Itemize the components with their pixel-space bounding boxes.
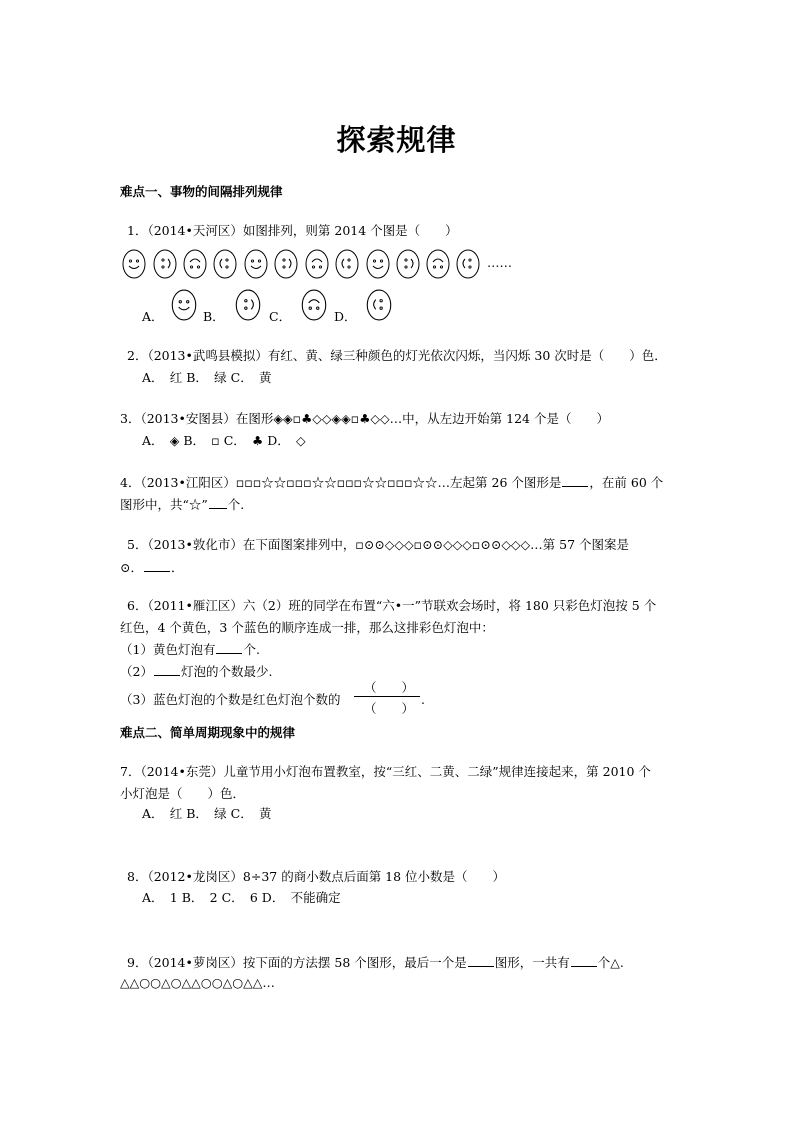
question-5-text-a: ⊙． [120, 560, 143, 575]
option-c-frown-face-icon [301, 289, 327, 321]
page-title: 探索规律 [336, 123, 457, 157]
question-6-line-2: 红色，4 个黄色，3 个蓝色的顺序连成一排，那么这排彩色灯泡中： [120, 620, 494, 635]
smile-face-icon [366, 249, 390, 279]
frown-face-icon [183, 249, 207, 279]
fraction-numerator[interactable]: （ ） [363, 680, 414, 695]
answer-blank[interactable] [468, 954, 494, 967]
question-4-text-a: 4．（2013•江阳区）▫▫▫☆☆▫▫▫☆☆▫▫▫☆☆▫▫▫☆☆…左起第 26 个图形是 [120, 475, 562, 490]
frown-face-icon [426, 249, 450, 279]
question-3-options: A． ◈ B． ▫ C． ♣ D． ◇ [142, 433, 306, 448]
option-c-label: C． [269, 309, 292, 324]
vertical-face-icon [335, 249, 359, 279]
question-6-sub-2 [120, 663, 272, 680]
answer-blank[interactable] [216, 641, 242, 654]
question-7-line-1: 7．（2014•东莞）儿童节用小灯泡布置教室，按“三红、二黄、二绿”规律连接起来，第 2010 个 [120, 764, 651, 779]
section-heading-1: 难点一、事物的间隔排列规律 [120, 184, 283, 199]
question-9-text-b: 图形，一共有 [494, 955, 570, 970]
question-7-options: A． 红 B． 绿 C． 黄 [142, 806, 272, 821]
question-5-line-1: 5．（2013•敦化市）在下面图案排列中，▫⊙⊙◇◇◇▫⊙⊙◇◇◇▫⊙⊙◇◇◇…第 57 个图案是 [127, 537, 630, 552]
question-8-options: A． 1 B． 2 C． 6 D． 不能确定 [142, 890, 341, 905]
answer-blank[interactable] [209, 496, 227, 509]
vertical-face-icon [456, 249, 480, 279]
answer-blank[interactable] [571, 954, 597, 967]
question-7-line-2: 小灯泡是（ ）色． [120, 786, 246, 801]
question-4-text-c: 图形中，共“☆” [120, 497, 208, 512]
question-6-line-1: 6．（2011•雁江区）六（2）班的同学在布置“六•一”节联欢会场时，将 180 只彩色灯泡按 5 个 [127, 598, 657, 613]
looking-left-face-icon [153, 249, 177, 279]
question-3-stem: 3．（2013•安图县）在图形◈◈▫♣◇◇◈◈▫♣◇◇…中，从左边开始第 124 个是（ ） [120, 411, 609, 426]
question-6-sub-1-text-a: （1）黄色灯泡有 [120, 642, 216, 657]
section-heading-2: 难点二、简单周期现象中的规律 [120, 725, 296, 740]
looking-left-face-icon [396, 249, 420, 279]
question-4-line-1 [120, 474, 663, 491]
question-4-text-d: 个. [227, 497, 245, 512]
question-4-text-b: ，在前 60 个 [589, 475, 664, 490]
question-5-text-b: ． [170, 560, 184, 575]
question-9-text-c: 个△. [597, 955, 624, 970]
option-a-label: A． [142, 309, 164, 324]
question-5-line-2 [120, 559, 184, 576]
answer-blank[interactable] [154, 663, 180, 676]
option-b-label: B． [203, 309, 225, 324]
question-1-stem: 1．（2014•天河区）如图排列，则第 2014 个图是（ ） [127, 223, 458, 238]
question-9-line-1 [127, 954, 624, 971]
question-9-line-2: △△○○△○△△○○△○△△… [120, 975, 275, 990]
option-d-label: D． [334, 309, 357, 324]
option-b-looking-left-face-icon [235, 289, 261, 321]
vertical-face-icon [213, 249, 237, 279]
fraction-denominator[interactable]: （ ） [363, 701, 414, 716]
question-6-sub-2-text-b: 灯泡的个数最少. [180, 664, 273, 679]
sequence-ellipsis: …… [487, 255, 512, 270]
question-8-stem: 8．（2012•龙岗区）8÷37 的商小数点后面第 18 位小数是（ ） [127, 869, 506, 884]
question-6-sub-1 [120, 641, 260, 658]
question-2-stem: 2．（2013•武鸣县模拟）有红、黄、绿三种颜色的灯光依次闪烁，当闪烁 30 次时是（ ）色． [127, 348, 667, 363]
smile-face-icon [244, 249, 268, 279]
question-9-text-a: 9．（2014•萝岗区）按下面的方法摆 58 个图形，最后一个是 [127, 955, 467, 970]
option-d-vertical-face-icon [366, 289, 392, 321]
question-6-sub-1-text-b: 个. [243, 642, 260, 657]
question-2-options: A． 红 B． 绿 C． 黄 [142, 370, 272, 385]
face-sequence [120, 249, 490, 281]
answer-blank[interactable] [144, 559, 170, 572]
question-6-sub-3-end: . [421, 692, 425, 707]
question-6-sub-2-text-a: （2） [120, 664, 153, 679]
question-6-sub-3: （3）蓝色灯泡的个数是红色灯泡个数的 [120, 692, 341, 707]
answer-blank[interactable] [562, 474, 588, 487]
looking-left-face-icon [274, 249, 298, 279]
frown-face-icon [305, 249, 329, 279]
smile-face-icon [122, 249, 146, 279]
option-a-smile-face-icon [171, 289, 197, 321]
question-4-line-2 [120, 496, 244, 513]
fraction-bar [354, 696, 420, 697]
